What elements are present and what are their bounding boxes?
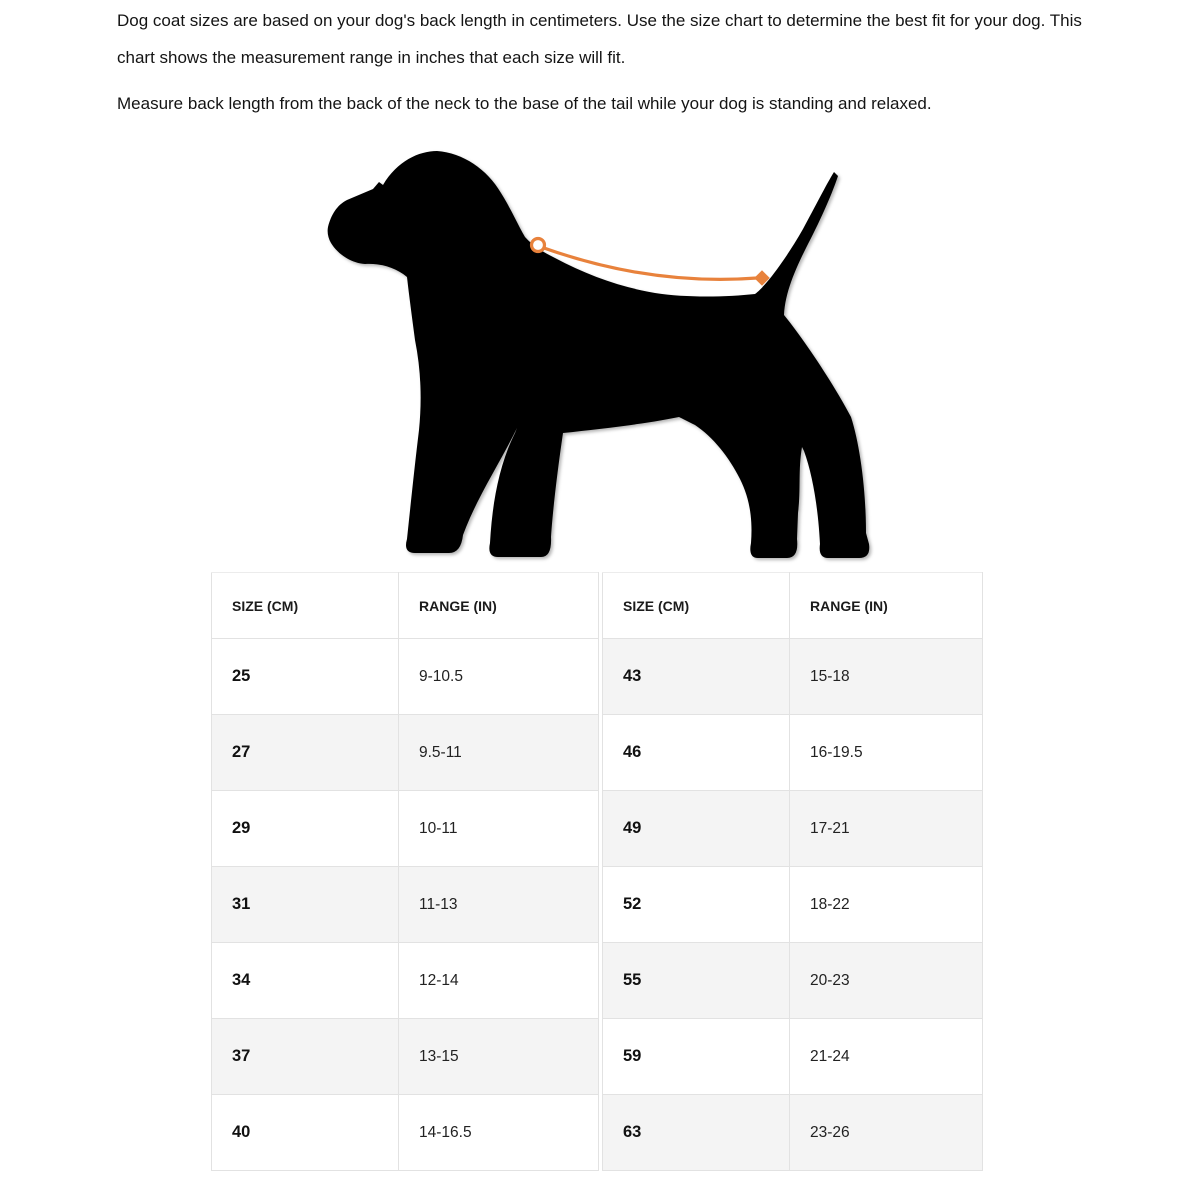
dog-silhouette (328, 151, 870, 558)
table-row (212, 943, 599, 1019)
table-row (212, 639, 599, 715)
column-header: SIZE (CM) (603, 573, 790, 639)
size-table-left (211, 572, 599, 1171)
range-in-cell: 16-19.5 (790, 715, 983, 791)
range-in-cell: 15-18 (790, 639, 983, 715)
size-cm-cell: 43 (603, 639, 790, 715)
intro-paragraph-1: Dog coat sizes are based on your dog's back length in centimeters. Use the size chart to determine the best fit for your dog. This chart shows the measurement range in inches that each size will fit. (117, 11, 1082, 67)
size-cm-cell: 52 (603, 867, 790, 943)
table-row (603, 715, 983, 791)
range-in-cell: 9.5-11 (399, 715, 599, 791)
table-row (212, 715, 599, 791)
size-cm-cell: 29 (212, 791, 399, 867)
table-row (212, 1095, 599, 1171)
size-cm-cell: 59 (603, 1019, 790, 1095)
size-table-right (602, 572, 983, 1171)
table-row (212, 791, 599, 867)
range-in-cell: 23-26 (790, 1095, 983, 1171)
table-row (603, 639, 983, 715)
range-in-cell: 9-10.5 (399, 639, 599, 715)
size-cm-cell: 34 (212, 943, 399, 1019)
column-header: RANGE (IN) (399, 573, 599, 639)
column-header: RANGE (IN) (790, 573, 983, 639)
size-cm-cell: 55 (603, 943, 790, 1019)
size-cm-cell: 40 (212, 1095, 399, 1171)
range-in-cell: 20-23 (790, 943, 983, 1019)
table-row (212, 1019, 599, 1095)
range-in-cell: 14-16.5 (399, 1095, 599, 1171)
intro-paragraph-2: Measure back length from the back of the neck to the base of the tail while your dog is standing and relaxed. (117, 94, 932, 113)
size-cm-cell: 37 (212, 1019, 399, 1095)
table-row (603, 943, 983, 1019)
dog-measurement-figure (315, 145, 885, 573)
column-header: SIZE (CM) (212, 573, 399, 639)
table-row (603, 867, 983, 943)
table-row (212, 867, 599, 943)
size-cm-cell: 46 (603, 715, 790, 791)
neck-marker-circle-icon (532, 239, 545, 252)
range-in-cell: 13-15 (399, 1019, 599, 1095)
size-cm-cell: 63 (603, 1095, 790, 1171)
range-in-cell: 10-11 (399, 791, 599, 867)
table-row (603, 1019, 983, 1095)
range-in-cell: 21-24 (790, 1019, 983, 1095)
range-in-cell: 17-21 (790, 791, 983, 867)
size-cm-cell: 49 (603, 791, 790, 867)
range-in-cell: 18-22 (790, 867, 983, 943)
size-cm-cell: 31 (212, 867, 399, 943)
size-cm-cell: 27 (212, 715, 399, 791)
range-in-cell: 12-14 (399, 943, 599, 1019)
table-row (603, 1095, 983, 1171)
range-in-cell: 11-13 (399, 867, 599, 943)
size-cm-cell: 25 (212, 639, 399, 715)
dog-silhouette-svg (315, 145, 885, 573)
table-row (603, 791, 983, 867)
size-chart (211, 572, 983, 1171)
intro-text-block (117, 2, 1092, 131)
